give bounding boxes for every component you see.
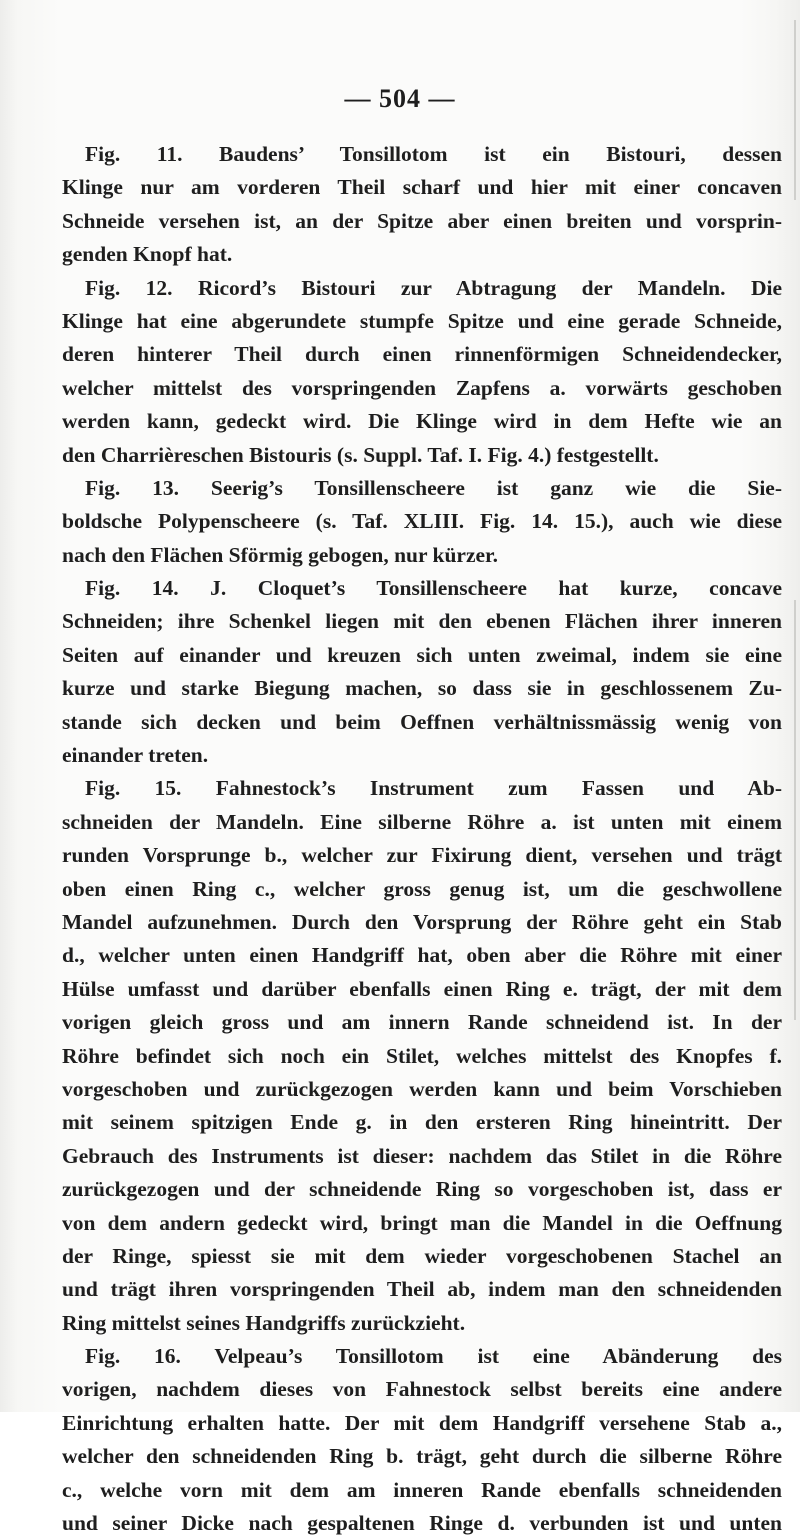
text-line: schneiden der Mandeln. Eine silberne Röhre a. ist unten mit einem (62, 809, 782, 834)
text-line: Fig. 13. Seerig’s Tonsillenscheere ist ganz wie die Sie- (85, 475, 782, 500)
text-line: zurückgezogen und der schneidende Ring so vorgeschoben ist, dass er (62, 1177, 782, 1202)
text-line: der Ringe, spiesst sie mit dem wieder vorgeschobenen Stachel an (62, 1243, 782, 1268)
text-line: boldsche Polypenscheere (s. Taf. XLIII. Fig. 14. 15.), auch wie diese (62, 509, 782, 534)
text-line: Einrichtung erhalten hatte. Der mit dem Handgriff versehene Stab a., (62, 1410, 782, 1435)
text-line: und seiner Dicke nach gespaltenen Ringe d. verbunden ist und unten (62, 1511, 782, 1536)
text-line: c., welche vorn mit dem am inneren Rande ebenfalls schneidenden (62, 1477, 782, 1502)
text-line: Fig. 11. Baudens’ Tonsillotom ist ein Bistouri, dessen (85, 142, 782, 166)
page-number: — 504 — (344, 84, 456, 113)
text-line: von dem andern gedeckt wird, bringt man die Mandel in die Oeffnung (62, 1210, 782, 1235)
text-line: Fig. 15. Fahnestock’s Instrument zum Fassen und Ab- (85, 776, 782, 801)
text-line: und trägt ihren vorspringenden Theil ab, indem man den schneidenden (62, 1277, 782, 1302)
text-line: welcher mittelst des vorspringenden Zapfens a. vorwärts geschoben (62, 375, 782, 400)
text-line: oben einen Ring c., welcher gross genug ist, um die geschwollene (62, 876, 782, 901)
body-text (62, 138, 782, 1540)
text-line: kurze und starke Biegung machen, so dass sie in geschlossenem Zu- (62, 676, 782, 701)
text-line: d., welcher unten einen Handgriff hat, oben aber die Röhre mit einer (62, 943, 782, 968)
text-line: Fig. 16. Velpeau’s Tonsillotom ist eine Abänderung des (85, 1344, 782, 1369)
text-line: Röhre befindet sich noch ein Stilet, welches mittelst des Knopfes f. (62, 1043, 782, 1068)
text-line: vorigen, nachdem dieses von Fahnestock selbst bereits eine andere (62, 1377, 782, 1402)
text-line: stande sich decken und beim Oeffnen verhältnissmässig wenig von (62, 709, 782, 734)
text-line: Klinge hat eine abgerundete stumpfe Spitze und eine gerade Schneide, (62, 308, 782, 333)
text-line: Fig. 12. Ricord’s Bistouri zur Abtragung der Mandeln. Die (85, 275, 782, 300)
page-edge-shadow (794, 20, 796, 200)
text-line: einander treten. (62, 743, 209, 768)
text-line: Hülse umfasst und darüber ebenfalls einen Ring e. trägt, der mit dem (62, 976, 782, 1001)
text-line: Schneide versehen ist, an der Spitze aber einen breiten und vorsprin- (62, 208, 782, 233)
text-line: Klinge nur am vorderen Theil scharf und hier mit einer concaven (62, 175, 782, 200)
page-edge-shadow (794, 600, 796, 1020)
text-line: nach den Flächen Sförmig gebogen, nur kürzer. (62, 542, 498, 567)
text-line: werden kann, gedeckt wird. Die Klinge wird in dem Hefte wie an (62, 409, 782, 434)
text-line: Schneiden; ihre Schenkel liegen mit den ebenen Flächen ihrer inneren (62, 609, 782, 634)
text-line: Fig. 14. J. Cloquet’s Tonsillenscheere hat kurze, concave (85, 576, 782, 601)
text-line: Mandel aufzunehmen. Durch den Vorsprung der Röhre geht ein Stab (62, 909, 782, 934)
text-line: vorigen gleich gross und am innern Rande schneidend ist. In der (62, 1010, 782, 1035)
text-line: welcher den schneidenden Ring b. trägt, geht durch die silberne Röhre (62, 1444, 782, 1469)
text-line: runden Vorsprunge b., welcher zur Fixirung dient, versehen und trägt (62, 843, 782, 868)
text-line: genden Knopf hat. (62, 242, 233, 267)
text-line: Seiten auf einander und kreuzen sich unten zweimal, indem sie eine (62, 642, 782, 667)
text-line: deren hinterer Theil durch einen rinnenförmigen Schneidendecker, (62, 342, 782, 367)
text-line: Ring mittelst seines Handgriffs zurückzieht. (62, 1310, 466, 1335)
text-line: mit seinem spitzigen Ende g. in den ersteren Ring hineintritt. Der (62, 1110, 782, 1135)
text-line: den Charrièreschen Bistouris (s. Suppl. Taf. I. Fig. 4.) festgestellt. (62, 442, 659, 467)
text-line: Gebrauch des Instruments ist dieser: nachdem das Stilet in die Röhre (62, 1143, 782, 1168)
text-line: vorgeschoben und zurückgezogen werden kann und beim Vorschieben (62, 1076, 782, 1101)
